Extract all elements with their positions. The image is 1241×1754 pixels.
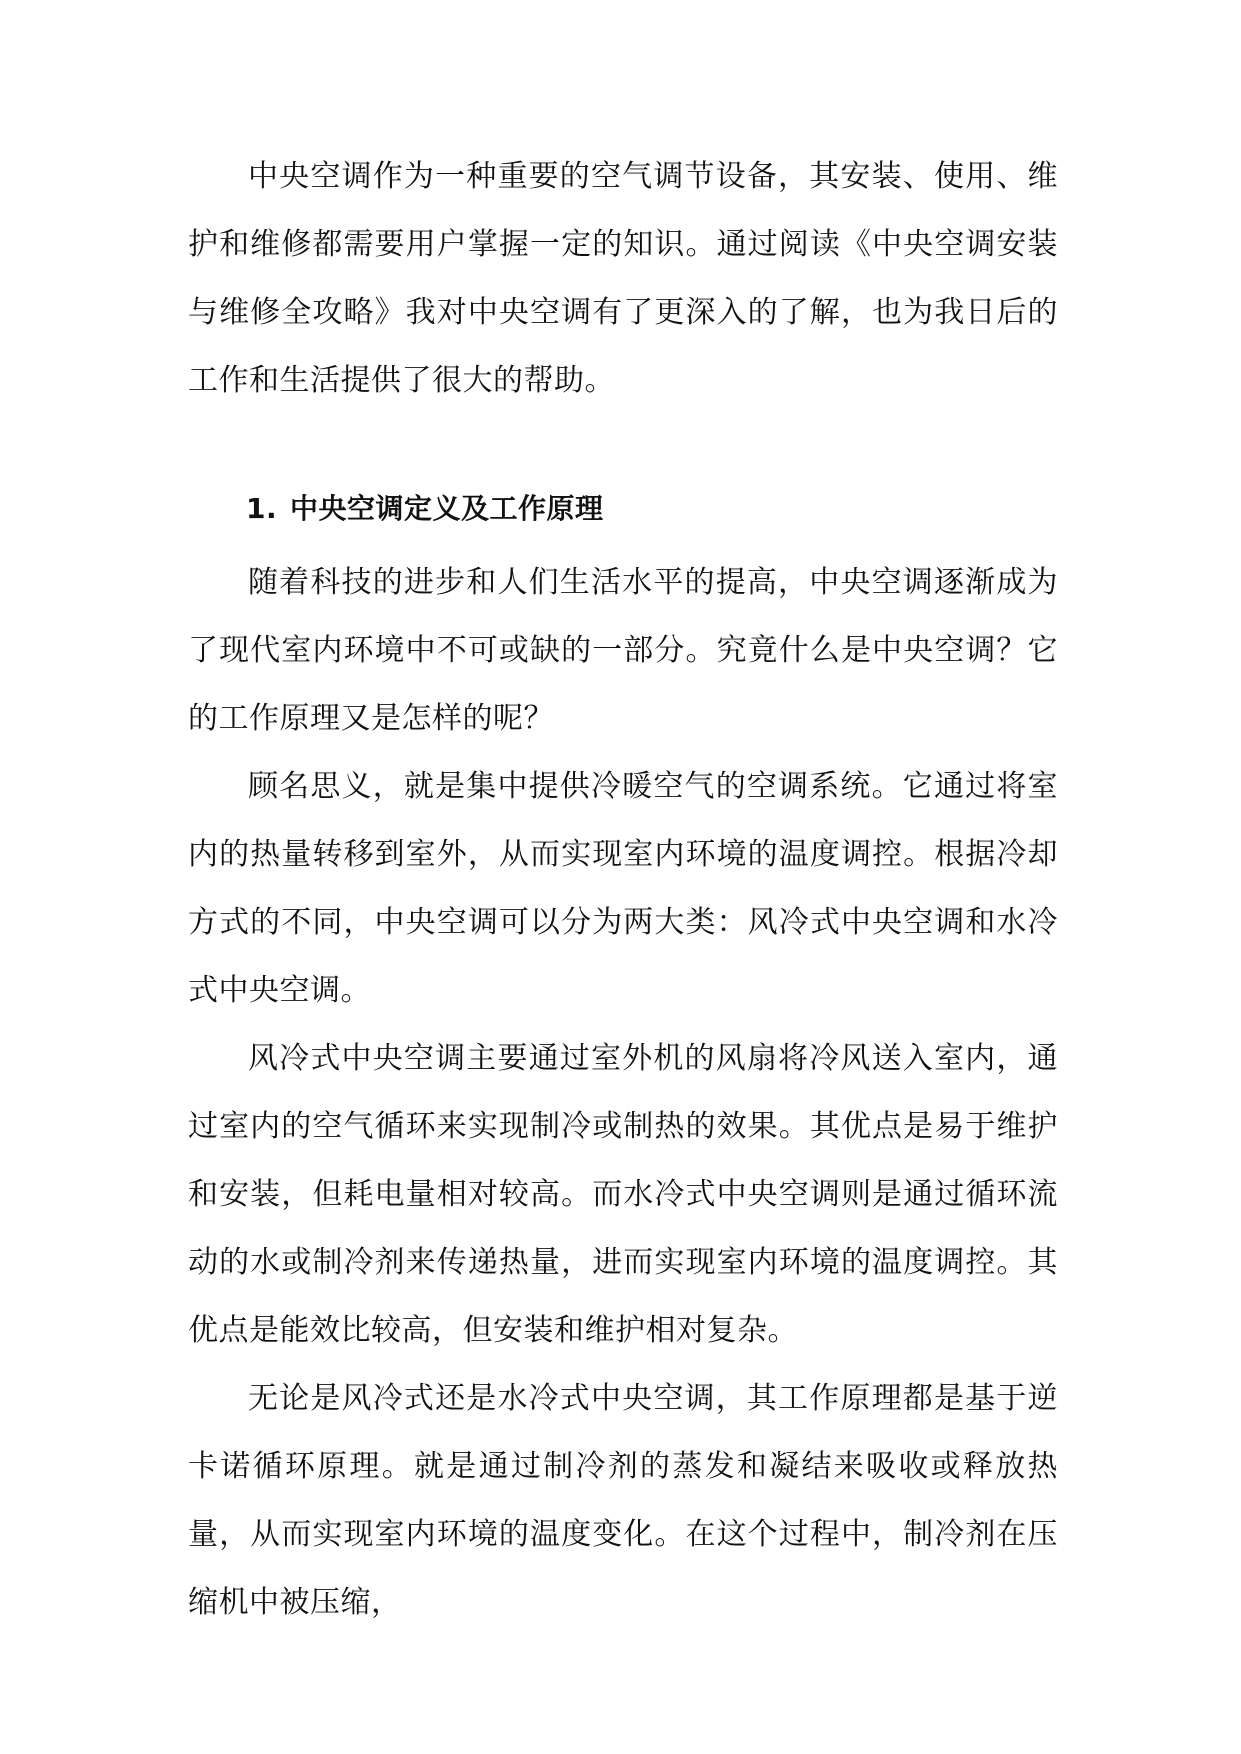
body-paragraph: 风冷式中央空调主要通过室外机的风扇将冷风送入室内，通过室内的空气循环来实现制冷或制热的效果。其优点是易于维护和安装，但耗电量相对较高。而水冷式中央空调则是通过循环流动的水或制冷剂来传递热量，进而实现室内环境的温度调控。其优点是能效比较高，但安装和维护相对复杂。 (188, 1041, 1058, 1348)
body-paragraph: 无论是风冷式还是水冷式中央空调，其工作原理都是基于逆卡诺循环原理。就是通过制冷剂的蒸发和凝结来吸收或释放热量，从而实现室内环境的温度变化。在这个过程中，制冷剂在压缩机中被压缩， (188, 1381, 1058, 1620)
intro-paragraph: 中央空调作为一种重要的空气调节设备，其安装、使用、维护和维修都需要用户掌握一定的知识。通过阅读《中央空调安装与维修全攻略》我对中央空调有了更深入的了解，也为我日后的工作和生活提供了很大的帮助。 (188, 159, 1058, 398)
body-paragraph: 顾名思义，就是集中提供冷暖空气的空调系统。它通过将室内的热量转移到室外，从而实现室内环境的温度调控。根据冷却方式的不同，中央空调可以分为两大类：风冷式中央空调和水冷式中央空调。 (188, 769, 1058, 1008)
section-heading (188, 475, 1058, 543)
section-number: 1. (246, 492, 278, 525)
body-paragraph: 随着科技的进步和人们生活水平的提高，中央空调逐渐成为了现代室内环境中不可或缺的一部分。究竟什么是中央空调？它的工作原理又是怎样的呢？ (188, 565, 1058, 736)
document-page (188, 143, 1058, 1637)
section-title: 中央空调定义及工作原理 (290, 492, 604, 525)
